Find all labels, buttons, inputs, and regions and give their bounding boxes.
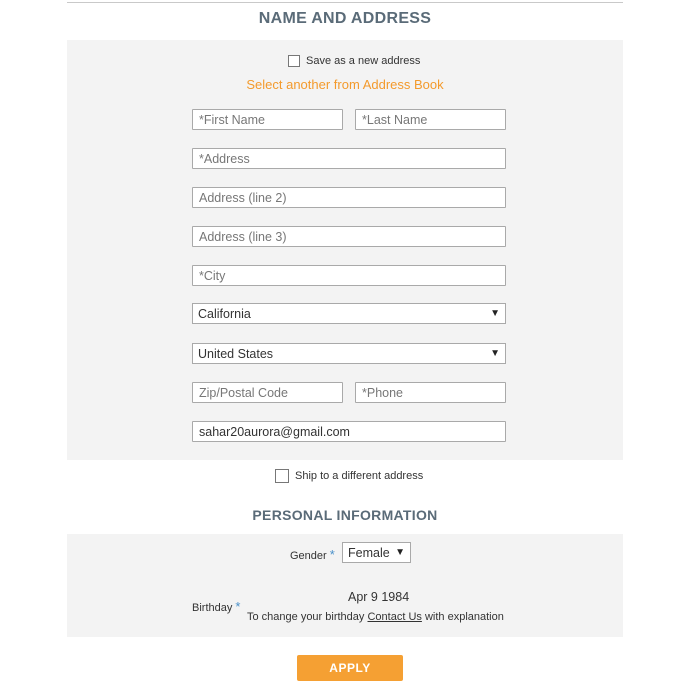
email-input[interactable]: [192, 421, 506, 442]
save-new-address-checkbox[interactable]: [288, 55, 300, 67]
caret-down-icon: ▼: [395, 547, 405, 558]
required-star: *: [329, 547, 335, 562]
ship-different-row[interactable]: [275, 469, 423, 483]
address-line3-input[interactable]: [192, 226, 506, 247]
required-star: *: [235, 599, 241, 614]
gender-select-value: Female: [348, 545, 390, 560]
gender-label: Gender: [290, 550, 327, 562]
birthday-label: Birthday: [192, 602, 233, 614]
name-address-panel: [67, 40, 623, 460]
caret-down-icon: ▼: [490, 308, 500, 319]
gender-label-group: [290, 547, 335, 562]
state-select-value: California: [198, 306, 251, 321]
birthday-label-group: [192, 599, 240, 614]
state-select[interactable]: [192, 303, 506, 324]
apply-button[interactable]: APPLY: [297, 655, 403, 681]
birthday-note: [247, 611, 504, 623]
ship-different-checkbox[interactable]: [275, 469, 289, 483]
address-book-link[interactable]: Select another from Address Book: [246, 77, 444, 92]
zip-input[interactable]: [192, 382, 343, 403]
contact-us-link[interactable]: Contact Us: [367, 611, 422, 623]
address-line2-input[interactable]: [192, 187, 506, 208]
top-divider: [67, 2, 623, 3]
birthday-note-suffix: with explanation: [424, 611, 504, 623]
ship-different-label: Ship to a different address: [295, 470, 424, 482]
country-select-value: United States: [198, 346, 274, 361]
last-name-input[interactable]: [355, 109, 506, 130]
country-select[interactable]: [192, 343, 506, 364]
caret-down-icon: ▼: [490, 348, 500, 359]
save-new-address-row[interactable]: [288, 55, 420, 67]
gender-select[interactable]: [342, 542, 411, 563]
birthday-note-prefix: To change your birthday: [247, 611, 365, 623]
birthday-value: Apr 9 1984: [348, 590, 410, 604]
personal-info-title: PERSONAL INFORMATION: [252, 507, 438, 523]
name-address-title: NAME AND ADDRESS: [258, 10, 432, 27]
phone-input[interactable]: [355, 382, 506, 403]
city-input[interactable]: [192, 265, 506, 286]
save-new-address-label: Save as a new address: [306, 55, 421, 67]
address-input[interactable]: [192, 148, 506, 169]
first-name-input[interactable]: [192, 109, 343, 130]
